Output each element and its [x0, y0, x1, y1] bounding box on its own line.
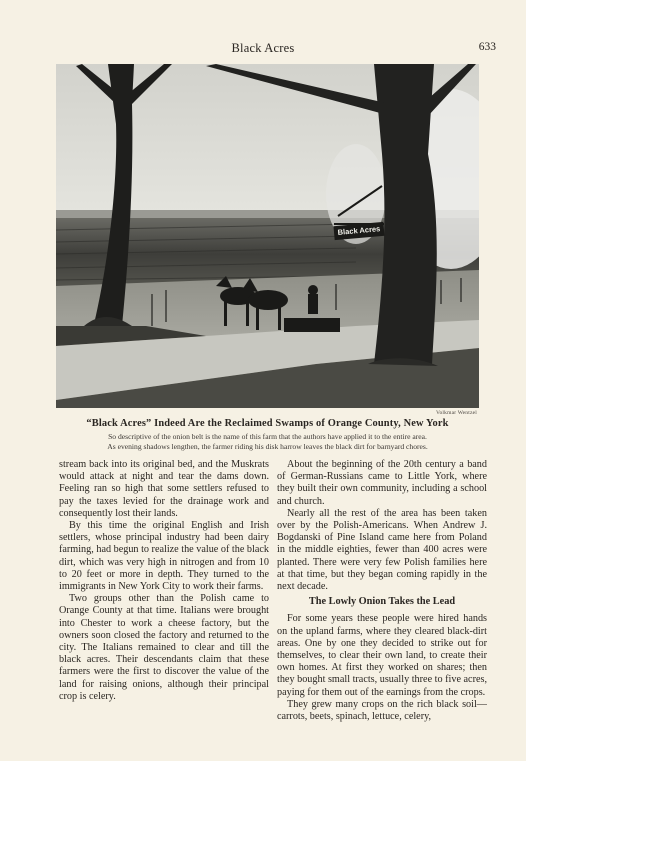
paragraph: They grew many crops on the rich black soil—carrots, beets, spinach, lettuce, celery,	[277, 698, 487, 723]
paragraph: For some years these people were hired hands on the upland farms, where they cleared black-dirt areas. One by one they decided to strike out for themselves, to clear their own land, to create their own homes. At first they worked on shares; then they bought small tracts, usually three to five acres, paying for them out of the earnings from the crops.	[277, 613, 487, 698]
running-title: Black Acres	[231, 41, 295, 55]
article-column-left	[59, 459, 269, 703]
caption-body	[56, 432, 479, 452]
caption-line: So descriptive of the onion belt is the name of this farm that the authors have applied it to the entire area.	[108, 432, 427, 441]
paragraph: stream back into its original bed, and the Muskrats would attack at night and tear the dams down. Feeling ran so high that some settlers refused to pay the taxes levied for the drainage work and consequently lost their lands.	[59, 459, 269, 519]
page-number: 633	[478, 41, 496, 53]
caption-line: As evening shadows lengthen, the farmer riding his disk harrow leaves the black dirt for barnyard chores.	[107, 442, 428, 451]
farm-photograph	[56, 64, 479, 408]
section-subheading: The Lowly Onion Takes the Lead	[308, 596, 456, 608]
farm-sign-text: Black Acres	[337, 224, 381, 237]
photo-credit: Volkmar Wentzel	[436, 410, 477, 416]
paragraph: About the beginning of the 20th century a band of German-Russians came to Little York, where they built their own community, including a school and church.	[277, 459, 487, 507]
article-column-right	[277, 459, 487, 723]
caption-title: “Black Acres” Indeed Are the Reclaimed Swamps of Orange County, New York	[86, 418, 449, 429]
paragraph: Two groups other than the Polish came to Orange County at that time. Italians were brought into Chester to work a cheese factory, but the owners soon closed the factory and returned to the city. The Italians remained to clear and till the black acres. Their descendants claim that these farmers were the first to discover the value of the land for raising onions, although their principal crop is celery.	[59, 593, 269, 702]
paragraph: By this time the original English and Irish settlers, whose principal industry had been dairy farming, had begun to realize the value of the black dirt, which was very high in nitrogen and from 10 to 20 feet or more in depth. They turned to the immigrants in New York City to work their farms.	[59, 520, 269, 593]
paragraph: Nearly all the rest of the area has been taken over by the Polish-Americans. When Andrew J. Bogdanski of Pine Island came here from Poland in the middle eighties, fewer than 400 acres were planted. There were very few Polish families here at that time, but they began coming rapidly in the next decade.	[277, 507, 487, 593]
